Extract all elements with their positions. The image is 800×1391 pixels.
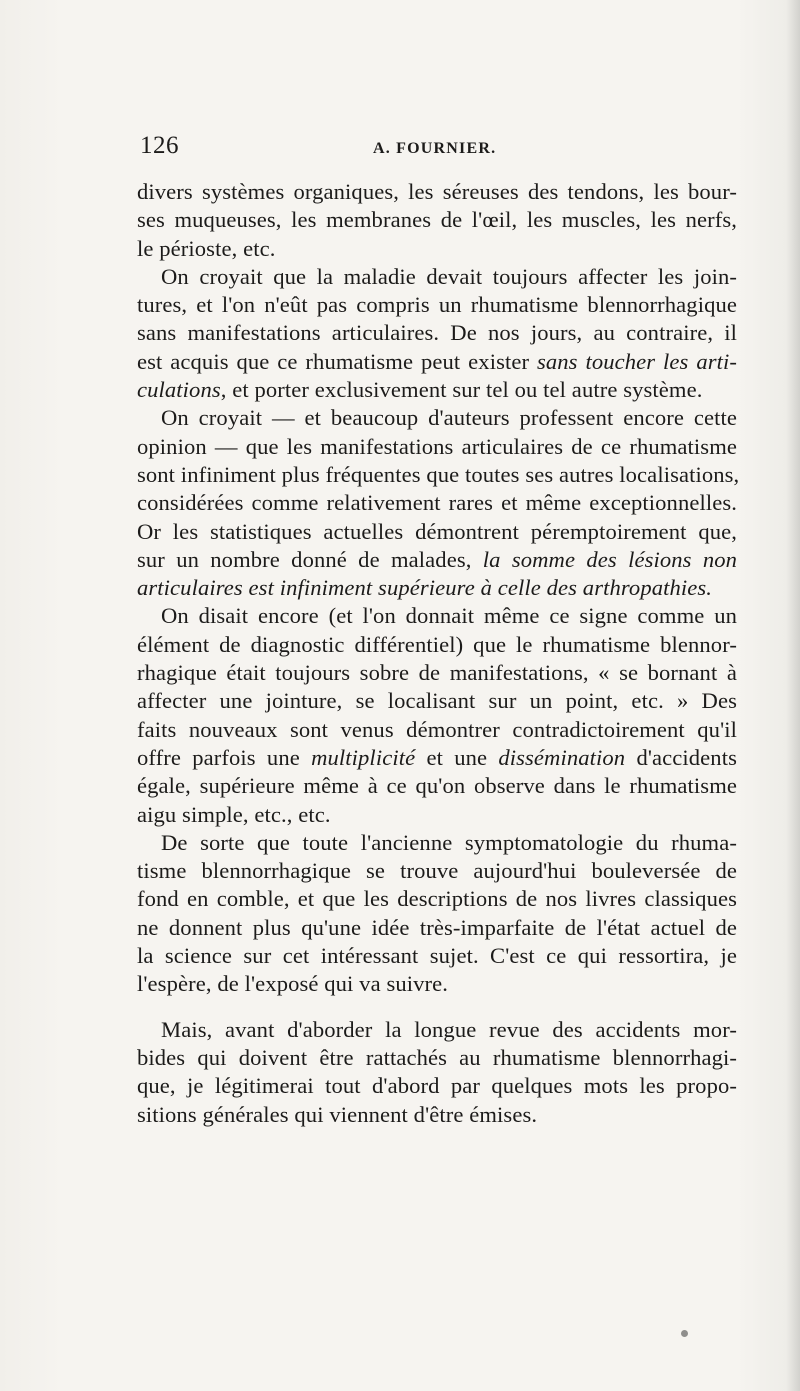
- text-line: considérées comme relativement rares et même exceptionnelles.: [137, 490, 737, 516]
- text-line: bides qui doivent être rattachés au rhumatisme blennorrhagi-: [137, 1044, 737, 1070]
- running-head: A. FOURNIER.: [373, 140, 497, 157]
- text-line: Or les statistiques actuelles démontrent péremptoirement que,: [137, 518, 737, 544]
- text-line: opinion — que les manifestations articulaires de ce rhumatisme: [137, 433, 737, 459]
- text-line: [137, 546, 737, 574]
- text-line: tisme blennorrhagique se trouve aujourd'hui bouleversée de: [137, 858, 737, 884]
- paragraph-6: [137, 1016, 737, 1129]
- italic-phrase: dissémination: [498, 744, 626, 770]
- text-line: [137, 574, 737, 602]
- paper-speck: [681, 1330, 688, 1337]
- text-line: que, je légitimerai tout d'abord par quelques mots les propo-: [137, 1073, 737, 1099]
- page-edge-shadow: [786, 0, 800, 1391]
- text-line: faits nouveaux sont venus démontrer contradictoirement qu'il: [137, 716, 737, 742]
- text-line: élément de diagnostic différentiel) que le rhumatisme blennor-: [137, 631, 737, 657]
- text-segment: d'accidents: [625, 744, 737, 770]
- text-line: divers systèmes organiques, les séreuses des tendons, les bour-: [137, 179, 737, 204]
- text-line: On croyait — et beaucoup d'auteurs professent encore cette: [161, 405, 737, 431]
- text-line: On disait encore (et l'on donnait même ce signe comme un: [161, 603, 737, 629]
- text-line: fond en comble, et que les descriptions de nos livres classiques: [137, 886, 737, 912]
- text-line: ses muqueuses, les membranes de l'œil, les muscles, les nerfs,: [137, 207, 737, 233]
- body-text: [137, 178, 740, 1129]
- italic-phrase: articulaires est infiniment supérieure à celle des arthropathies.: [137, 575, 713, 601]
- text-line: [137, 348, 737, 376]
- text-line: la science sur cet intéressant sujet. C'est ce qui ressortira, je: [137, 943, 737, 969]
- paragraph-4: [137, 602, 737, 828]
- text-line: égale, supérieure même à ce qu'on observe dans le rhumatisme: [137, 773, 737, 799]
- text-segment: , et porter exclusivement sur tel ou tel autre système.: [220, 377, 703, 403]
- text-line: tures, et l'on n'eût pas compris un rhumatisme blennorrhagique: [137, 292, 737, 318]
- text-line: l'espère, de l'exposé qui va suivre.: [137, 971, 449, 997]
- text-segment: est acquis que ce rhumatisme peut exister: [137, 348, 537, 374]
- paragraph-1: [137, 178, 737, 263]
- italic-phrase: culations: [137, 377, 221, 403]
- text-line: On croyait que la maladie devait toujours affecter les join-: [161, 263, 737, 289]
- text-segment: offre parfois une: [137, 744, 312, 770]
- page-number: 126: [140, 132, 179, 159]
- text-line: [137, 376, 737, 404]
- text-line: affecter une jointure, se localisant sur un point, etc. » Des: [137, 688, 737, 714]
- italic-phrase: multiplicité: [311, 744, 416, 770]
- text-segment: et une: [415, 744, 499, 770]
- text-line: aigu simple, etc., etc.: [137, 801, 331, 827]
- text-line: De sorte que toute l'ancienne symptomatologie du rhuma-: [161, 829, 737, 855]
- text-line: ne donnent plus qu'une idée très-imparfaite de l'état actuel de: [137, 914, 737, 940]
- italic-phrase: la somme des lésions non: [482, 546, 738, 572]
- text-segment: sur un nombre donné de malades,: [137, 546, 483, 572]
- italic-phrase: sans toucher les arti-: [536, 348, 737, 374]
- paragraph-2: [137, 263, 737, 404]
- text-line: sans manifestations articulaires. De nos jours, au contraire, il: [137, 320, 737, 346]
- text-line: [137, 744, 737, 772]
- text-line: sitions générales qui viennent d'être émises.: [137, 1101, 538, 1127]
- text-line: Mais, avant d'aborder la longue revue des accidents mor-: [161, 1016, 737, 1042]
- text-line: rhagique était toujours sobre de manifestations, « se bornant à: [137, 660, 737, 686]
- text-line: le périoste, etc.: [137, 235, 276, 261]
- text-line: sont infiniment plus fréquentes que toutes ses autres localisations,: [137, 461, 740, 487]
- paragraph-3: [137, 404, 740, 602]
- page-header: [140, 132, 730, 166]
- paragraph-5: [137, 829, 737, 999]
